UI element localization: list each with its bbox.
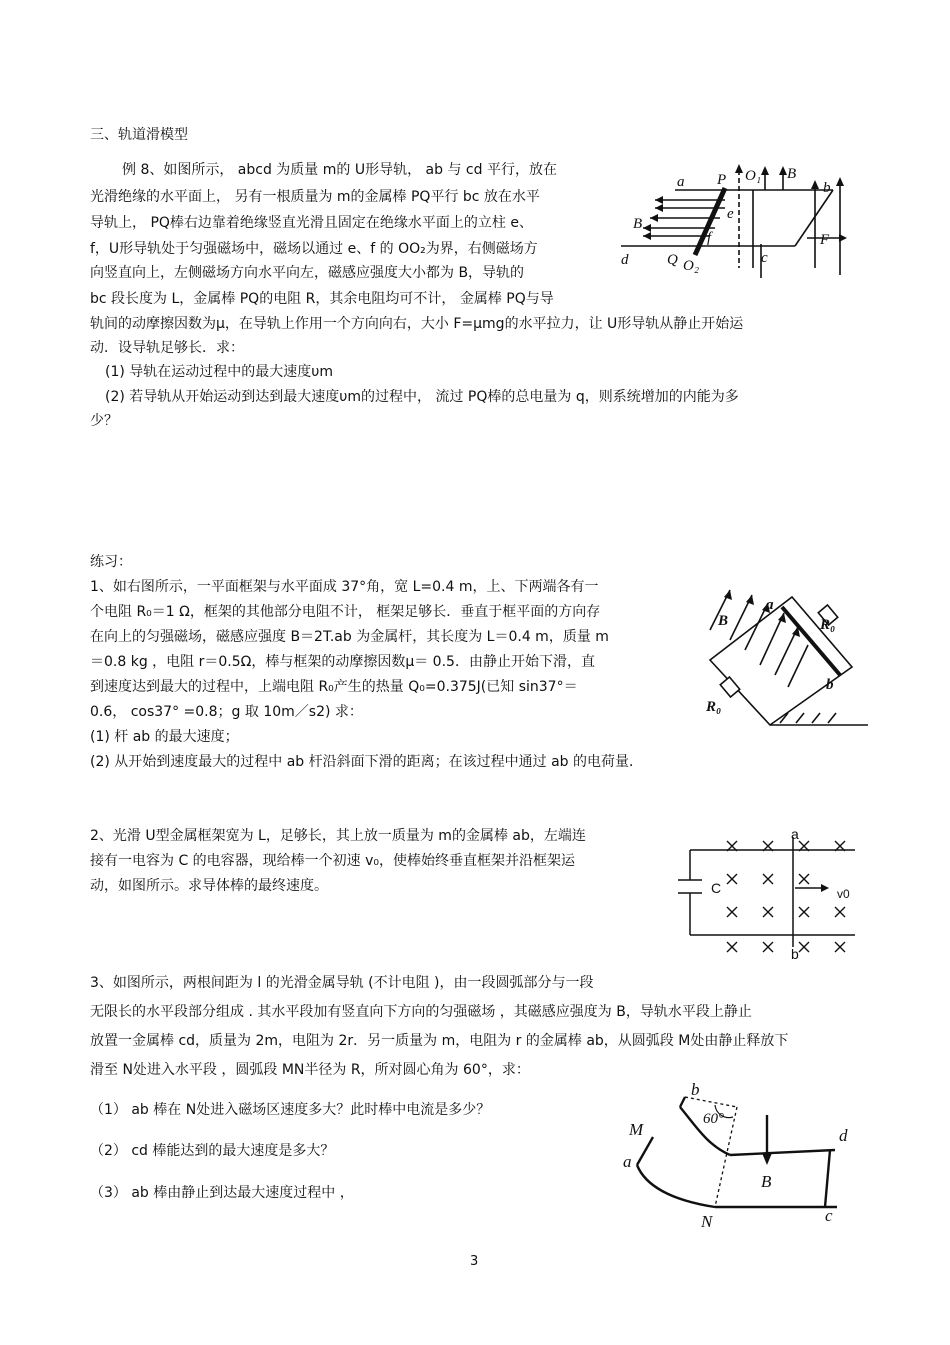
p2-figure (675, 825, 865, 965)
fig-label: M (629, 1120, 644, 1139)
fig-label: b (823, 180, 831, 196)
example8-line: 向竖直向上，左侧磁场方向水平向左，磁感应强度大小都为 B，导轨的 (90, 265, 525, 281)
p1-line: ＝0.8 kg ，电阻 r＝0.5Ω，棒与框架的动摩擦因数μ＝ 0.5．由静止开始下滑，直 (90, 654, 595, 670)
fig-label: a (623, 1152, 632, 1171)
p1-line: 0.6， cos37° =0.8；g 取 10m／s2) 求： (90, 704, 363, 720)
fig-label: R₀ (820, 617, 836, 633)
example8-line: f，U形导轨处于匀强磁场中，磁场以通过 e、f 的 OO₂为界，右侧磁场方 (90, 241, 538, 257)
fig-label: e (727, 206, 734, 222)
fig-label: c (825, 1206, 833, 1225)
p3-figure (615, 1075, 865, 1235)
p3-question-1: （1） ab 棒在 N处进入磁场区速度多大？此时棒中电流是多少？ (90, 1102, 491, 1118)
practice-title: 练习： (90, 554, 132, 570)
fig-label: N (701, 1212, 713, 1231)
fig-label: B (718, 613, 729, 629)
p3-line: 无限长的水平段部分组成 . 其水平段加有竖直向下方向的匀强磁场 ，其磁感应强度为 B，导轨水平段上静止 (90, 1004, 752, 1020)
fig-label: O₁ (745, 168, 762, 184)
p2-line: 2、光滑 U型金属框架宽为 L，足够长，其上放一质量为 m的金属棒 ab，左端连 (90, 828, 586, 844)
fig-label: d (839, 1126, 848, 1145)
p1-line: 在向上的匀强磁场，磁感应强度 B＝2T.ab 为金属杆，其长度为 L＝0.4 m，质量 m (90, 629, 609, 645)
fig-label: F (820, 232, 830, 248)
fig-label: a (791, 826, 799, 842)
fig-label: Q (667, 252, 678, 268)
section-title: 三、轨道滑模型 (90, 127, 188, 143)
p3-question-3: （3） ab 棒由静止到达最大速度过程中 ， (90, 1185, 354, 1201)
fig-label: b (691, 1080, 700, 1099)
example8-line: 光滑绝缘的水平面上， 另有一根质量为 m的金属棒 PQ平行 bc 放在水平 (90, 189, 540, 205)
example8-question-2-cont: 少？ (90, 413, 118, 429)
fig-label: c (761, 250, 768, 266)
p1-line: 个电阻 R₀＝1 Ω，框架的其他部分电阻不计， 框架足够长．垂直于框平面的方向存 (90, 604, 601, 620)
fig-label: R₀ (706, 699, 722, 715)
example8-line: bc 段长度为 L，金属棒 PQ的电阻 R，其余电阻均可不计， 金属棒 PQ与导 (90, 291, 554, 307)
p3-question-2: （2） cd 棒能达到的最大速度是多大？ (90, 1143, 335, 1159)
p1-line: 到速度达到最大的过程中，上端电阻 R₀产生的热量 Q₀=0.375J(已知 sin37°＝ (90, 679, 578, 695)
p1-question-1: (1) 杆 ab 的最大速度； (90, 729, 239, 745)
example8-line: 导轨上， PQ棒右边靠着绝缘竖直光滑且固定在绝缘水平面上的立柱 e、 (90, 215, 533, 231)
example8-question-2: (2) 若导轨从开始运动到达到最大速度υm的过程中， 流过 PQ棒的总电量为 q，则系统增加的内能为多 (105, 389, 739, 405)
example8-figure (615, 160, 855, 285)
fig-label: b (791, 946, 799, 962)
fig-label: d (621, 252, 629, 268)
example8-line: 动．设导轨足够长．求： (90, 340, 244, 356)
fig-label: b (826, 677, 834, 693)
p2-line: 接有一电容为 C 的电容器，现给棒一个初速 v₀，使棒始终垂直框架并沿框架运 (90, 853, 576, 869)
fig-label: 60° (703, 1111, 724, 1127)
p1-question-2: (2) 从开始到速度最大的过程中 ab 杆沿斜面下滑的距离；在该过程中通过 ab 的电荷量． (90, 754, 644, 770)
fig-label: v0 (837, 887, 850, 901)
fig-label: C (711, 880, 722, 896)
fig-label: f (707, 230, 712, 246)
p2-line: 动，如图所示。求导体棒的最终速度。 (90, 878, 328, 894)
example8-line: 例 8、如图所示， abcd 为质量 m的 U形导轨， ab 与 cd 平行，放在 (122, 162, 557, 178)
p3-line: 滑至 N处进入水平段 ，圆弧段 MN半径为 R，所对圆心角为 60°，求： (90, 1062, 530, 1078)
example8-line: 轨间的动摩擦因数为μ，在导轨上作用一个方向向右，大小 F=μmg的水平拉力，让 U形导轨从静止开始运 (90, 316, 744, 332)
p1-figure (700, 575, 870, 730)
fig-label: O₂ (683, 258, 700, 274)
p3-line: 放置一金属棒 cd，质量为 2m，电阻为 2r．另一质量为 m，电阻为 r 的金属棒 ab，从圆弧段 M处由静止释放下 (90, 1033, 789, 1049)
fig-label: a (677, 174, 685, 190)
fig-label: B (633, 216, 643, 232)
p1-line: 1、如右图所示，一平面框架与水平面成 37°角，宽 L=0.4 m，上、下两端各有一 (90, 579, 599, 595)
fig-label: P (717, 172, 727, 188)
fig-label: a (766, 597, 774, 613)
p3-line: 3、如图所示，两根间距为 l 的光滑金属导轨 (不计电阻 )，由一段圆弧部分与一段 (90, 975, 594, 991)
page-number: 3 (470, 1254, 479, 1269)
fig-label: B (761, 1172, 772, 1191)
example8-question-1: (1) 导轨在运动过程中的最大速度υm (105, 364, 334, 380)
fig-label: B (787, 166, 797, 182)
